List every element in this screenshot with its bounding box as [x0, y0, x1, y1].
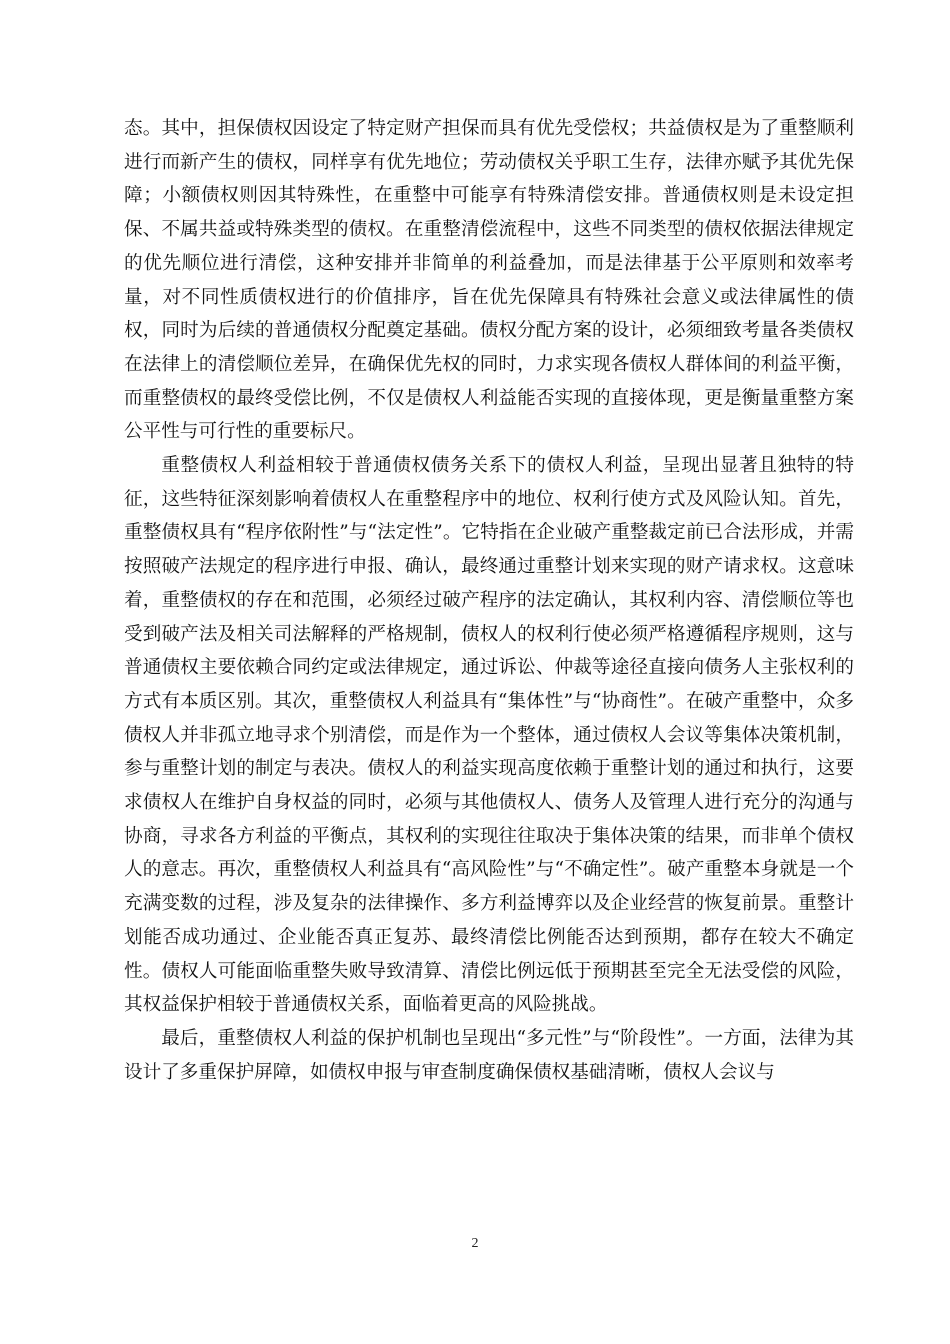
body-text — [124, 112, 854, 1089]
paragraph-1: 态。其中，担保债权因设定了特定财产担保而具有优先受偿权；共益债权是为了重整顺利进行而新产生的债权，同样享有优先地位；劳动债权关乎职工生存，法律亦赋予其优先保障；小额债权则因其特殊性，在重整中可能享有特殊清偿安排。普通债权则是未设定担保、不属共益或特殊类型的债权。在重整清偿流程中，这些不同类型的债权依据法律规定的优先顺位进行清偿，这种安排并非简单的利益叠加，而是法律基于公平原则和效率考量，对不同性质债权进行的价值排序，旨在优先保障具有特殊社会意义或法律属性的债权，同时为后续的普通债权分配奠定基础。债权分配方案的设计，必须细致考量各类债权在法律上的清偿顺位差异，在确保优先权的同时，力求实现各债权人群体间的利益平衡，而重整债权的最终受偿比例，不仅是债权人利益能否实现的直接体现，更是衡量重整方案公平性与可行性的重要标尺。 — [124, 118, 854, 443]
paragraph-2: 重整债权人利益相较于普通债权债务关系下的债权人利益，呈现出显著且独特的特征，这些特征深刻影响着债权人在重整程序中的地位、权利行使方式及风险认知。首先，重整债权具有“程序依附性”与“法定性”。它特指在企业破产重整裁定前已合法形成，并需按照破产法规定的程序进行申报、确认，最终通过重整计划来实现的财产请求权。这意味着，重整债权的存在和范围，必须经过破产程序的法定确认，其权利内容、清偿顺位等也受到破产法及相关司法解释的严格规制，债权人的权利行使必须严格遵循程序规则，这与普通债权主要依赖合同约定或法律规定，通过诉讼、仲裁等途径直接向债务人主张权利的方式有本质区别。其次，重整债权人利益具有“集体性”与“协商性”。在破产重整中，众多债权人并非孤立地寻求个别清偿，而是作为一个整体，通过债权人会议等集体决策机制，参与重整计划的制定与表决。债权人的利益实现高度依赖于重整计划的通过和执行，这要求债权人在维护自身权益的同时，必须与其他债权人、债务人及管理人进行充分的沟通与协商，寻求各方利益的平衡点，其权利的实现往往取决于集体决策的结果，而非单个债权人的意志。再次，重整债权人利益具有“高风险性”与“不确定性”。破产重整本身就是一个充满变数的过程，涉及复杂的法律操作、多方利益博弈以及企业经营的恢复前景。重整计划能否成功通过、企业能否真正复苏、最终清偿比例能否达到预期，都存在较大不确定性。债权人可能面临重整失败导致清算、清偿比例远低于预期甚至完全无法受偿的风险，其权益保护相较于普通债权关系，面临着更高的风险挑战。 — [124, 455, 854, 1016]
page-number: 2 — [471, 1236, 479, 1251]
paragraph-3: 最后，重整债权人利益的保护机制也呈现出“多元性”与“阶段性”。一方面，法律为其设计了多重保护屏障，如债权申报与审查制度确保债权基础清晰，债权人会议与 — [124, 1027, 854, 1083]
